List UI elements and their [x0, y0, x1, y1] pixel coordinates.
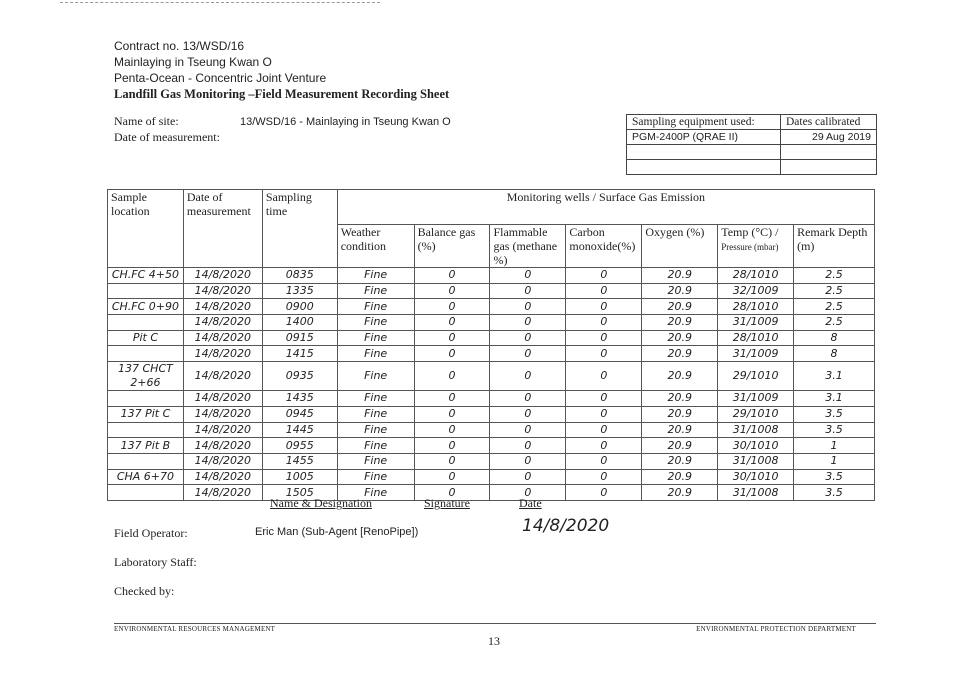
carbon-monoxide-cell: 0 [566, 453, 642, 469]
date-cell: 14/8/2020 [183, 391, 262, 407]
balance-gas-cell: 0 [414, 469, 490, 485]
time-cell: 1415 [262, 346, 337, 362]
table-row [108, 362, 875, 391]
checked-by-label: Checked by: [114, 584, 175, 598]
measurement-rows [108, 268, 875, 501]
oxygen-cell: 20.9 [642, 268, 718, 284]
oxygen-cell: 20.9 [642, 391, 718, 407]
balance-gas-cell: 0 [414, 453, 490, 469]
time-cell: 0945 [262, 406, 337, 422]
header-monitoring-group: Monitoring wells / Surface Gas Emission [337, 190, 874, 225]
sample-location-cell [108, 315, 184, 331]
oxygen-cell: 20.9 [642, 362, 718, 391]
temp-pressure-cell: 28/1010 [718, 268, 794, 284]
flammable-gas-cell: 0 [490, 268, 566, 284]
signoff-section [114, 496, 814, 606]
calibration-header: Dates calibrated [781, 115, 877, 130]
time-cell: 0955 [262, 438, 337, 454]
balance-gas-cell: 0 [414, 346, 490, 362]
balance-gas-cell: 0 [414, 268, 490, 284]
site-name-label: Name of site: [114, 114, 179, 128]
balance-gas-cell: 0 [414, 422, 490, 438]
sample-location-cell: 137 CHCT 2+66 [108, 362, 184, 391]
equipment-value: PGM-2400P (QRAE II) [627, 130, 781, 145]
contractor-name: Penta-Ocean - Concentric Joint Venture [114, 71, 327, 85]
date-cell: 14/8/2020 [183, 268, 262, 284]
carbon-monoxide-cell: 0 [566, 469, 642, 485]
footer-right: ENVIRONMENTAL PROTECTION DEPARTMENT [696, 625, 856, 633]
equipment-empty-cell [627, 160, 781, 175]
table-row [108, 268, 875, 284]
weather-cell: Fine [337, 362, 414, 391]
sheet-title: Landfill Gas Monitoring –Field Measurement Recording Sheet [114, 87, 450, 101]
remark-cell: 2.5 [794, 283, 875, 299]
calibration-empty-cell [781, 160, 877, 175]
remark-cell: 2.5 [794, 299, 875, 315]
flammable-gas-cell: 0 [490, 438, 566, 454]
sample-location-cell [108, 346, 184, 362]
remark-cell: 1 [794, 453, 875, 469]
balance-gas-cell: 0 [414, 299, 490, 315]
temp-pressure-cell: 31/1009 [718, 391, 794, 407]
laboratory-staff-label: Laboratory Staff: [114, 555, 197, 569]
table-row [108, 406, 875, 422]
flammable-gas-cell: 0 [490, 283, 566, 299]
carbon-monoxide-cell: 0 [566, 299, 642, 315]
sample-location-cell [108, 422, 184, 438]
carbon-monoxide-cell: 0 [566, 283, 642, 299]
measurement-date-label: Date of measurement: [114, 130, 220, 144]
balance-gas-cell: 0 [414, 438, 490, 454]
flammable-gas-cell: 0 [490, 299, 566, 315]
date-cell: 14/8/2020 [183, 469, 262, 485]
date-cell: 14/8/2020 [183, 315, 262, 331]
project-name: Mainlaying in Tseung Kwan O [114, 55, 272, 69]
remark-cell: 1 [794, 438, 875, 454]
header-balance-gas: Balance gas (%) [414, 225, 490, 268]
table-row [108, 453, 875, 469]
remark-cell: 3.1 [794, 362, 875, 391]
weather-cell: Fine [337, 330, 414, 346]
date-cell: 14/8/2020 [183, 422, 262, 438]
temp-pressure-cell: 31/1008 [718, 453, 794, 469]
date-cell: 14/8/2020 [183, 283, 262, 299]
carbon-monoxide-cell: 0 [566, 406, 642, 422]
date-cell: 14/8/2020 [183, 299, 262, 315]
temp-pressure-cell: 30/1010 [718, 469, 794, 485]
temp-pressure-cell: 28/1010 [718, 299, 794, 315]
carbon-monoxide-cell: 0 [566, 391, 642, 407]
flammable-gas-cell: 0 [490, 391, 566, 407]
field-operator-date: 14/8/2020 [522, 516, 610, 536]
table-row [108, 315, 875, 331]
remark-cell: 3.1 [794, 391, 875, 407]
oxygen-cell: 20.9 [642, 469, 718, 485]
balance-gas-cell: 0 [414, 330, 490, 346]
field-operator-name: Eric Man (Sub-Agent [RenoPipe]) [255, 526, 419, 538]
oxygen-cell: 20.9 [642, 485, 718, 501]
header-time: Sampling time [262, 190, 337, 268]
table-row [108, 283, 875, 299]
sample-location-cell: 137 Pit B [108, 438, 184, 454]
page-number: 13 [488, 634, 500, 648]
remark-cell: 2.5 [794, 315, 875, 331]
header-temp: Temp (°C) / [721, 225, 779, 239]
time-cell: 1335 [262, 283, 337, 299]
carbon-monoxide-cell: 0 [566, 315, 642, 331]
date-cell: 14/8/2020 [183, 362, 262, 391]
weather-cell: Fine [337, 453, 414, 469]
temp-pressure-cell: 31/1009 [718, 346, 794, 362]
oxygen-cell: 20.9 [642, 330, 718, 346]
balance-gas-cell: 0 [414, 485, 490, 501]
weather-cell: Fine [337, 283, 414, 299]
equipment-header: Sampling equipment used: [627, 115, 781, 130]
signature-header: Signature [424, 496, 470, 510]
header-sample-location: Sample location [108, 190, 184, 268]
table-row [108, 330, 875, 346]
carbon-monoxide-cell: 0 [566, 346, 642, 362]
flammable-gas-cell: 0 [490, 330, 566, 346]
time-cell: 1505 [262, 485, 337, 501]
time-cell: 1400 [262, 315, 337, 331]
header-pressure: Pressure (mbar) [721, 242, 779, 252]
remark-cell: 3.5 [794, 406, 875, 422]
sample-location-cell [108, 283, 184, 299]
equipment-table [626, 114, 877, 175]
temp-pressure-cell: 31/1009 [718, 315, 794, 331]
weather-cell: Fine [337, 485, 414, 501]
date-cell: 14/8/2020 [183, 346, 262, 362]
field-operator-label: Field Operator: [114, 526, 188, 540]
carbon-monoxide-cell: 0 [566, 438, 642, 454]
sample-location-cell: Pit C [108, 330, 184, 346]
temp-pressure-cell: 31/1008 [718, 422, 794, 438]
oxygen-cell: 20.9 [642, 299, 718, 315]
balance-gas-cell: 0 [414, 283, 490, 299]
footer-left: ENVIRONMENTAL RESOURCES MANAGEMENT [114, 625, 276, 633]
time-cell: 0835 [262, 268, 337, 284]
date-cell: 14/8/2020 [183, 453, 262, 469]
date-cell: 14/8/2020 [183, 485, 262, 501]
weather-cell: Fine [337, 315, 414, 331]
date-header: Date [519, 496, 542, 510]
flammable-gas-cell: 0 [490, 453, 566, 469]
oxygen-cell: 20.9 [642, 453, 718, 469]
flammable-gas-cell: 0 [490, 406, 566, 422]
table-row [108, 391, 875, 407]
calibration-empty-cell [781, 145, 877, 160]
site-info [114, 114, 451, 145]
header-oxygen: Oxygen (%) [642, 225, 718, 268]
time-cell: 1445 [262, 422, 337, 438]
contract-number: Contract no. 13/WSD/16 [114, 39, 245, 53]
flammable-gas-cell: 0 [490, 485, 566, 501]
table-row [108, 422, 875, 438]
name-designation-header: Name & Designation [270, 496, 372, 510]
oxygen-cell: 20.9 [642, 438, 718, 454]
document-header [114, 38, 449, 102]
carbon-monoxide-cell: 0 [566, 485, 642, 501]
carbon-monoxide-cell: 0 [566, 422, 642, 438]
weather-cell: Fine [337, 268, 414, 284]
time-cell: 1005 [262, 469, 337, 485]
carbon-monoxide-cell: 0 [566, 268, 642, 284]
sample-location-cell: CHA 6+70 [108, 469, 184, 485]
time-cell: 0900 [262, 299, 337, 315]
header-flammable-gas: Flammable gas (methane %) [490, 225, 566, 268]
sample-location-cell: CH.FC 0+90 [108, 299, 184, 315]
carbon-monoxide-cell: 0 [566, 330, 642, 346]
date-cell: 14/8/2020 [183, 330, 262, 346]
remark-cell: 3.5 [794, 469, 875, 485]
header-carbon-monoxide: Carbon monoxide(%) [566, 225, 642, 268]
temp-pressure-cell: 29/1010 [718, 406, 794, 422]
remark-cell: 8 [794, 346, 875, 362]
header-remark: Remark Depth (m) [794, 225, 875, 268]
temp-pressure-cell: 28/1010 [718, 330, 794, 346]
temp-pressure-cell: 32/1009 [718, 283, 794, 299]
temp-pressure-cell: 31/1008 [718, 485, 794, 501]
remark-cell: 3.5 [794, 422, 875, 438]
weather-cell: Fine [337, 469, 414, 485]
flammable-gas-cell: 0 [490, 362, 566, 391]
table-row [108, 299, 875, 315]
flammable-gas-cell: 0 [490, 346, 566, 362]
weather-cell: Fine [337, 391, 414, 407]
oxygen-cell: 20.9 [642, 422, 718, 438]
weather-cell: Fine [337, 438, 414, 454]
oxygen-cell: 20.9 [642, 406, 718, 422]
header-temp-pressure [718, 225, 794, 268]
site-name-value: 13/WSD/16 - Mainlaying in Tseung Kwan O [240, 116, 451, 128]
table-row [108, 469, 875, 485]
measurement-table [107, 189, 875, 501]
table-row [108, 438, 875, 454]
weather-cell: Fine [337, 299, 414, 315]
balance-gas-cell: 0 [414, 406, 490, 422]
sample-location-cell [108, 453, 184, 469]
time-cell: 1435 [262, 391, 337, 407]
temp-pressure-cell: 30/1010 [718, 438, 794, 454]
flammable-gas-cell: 0 [490, 469, 566, 485]
time-cell: 0935 [262, 362, 337, 391]
scan-artifact-line [60, 2, 380, 3]
balance-gas-cell: 0 [414, 315, 490, 331]
carbon-monoxide-cell: 0 [566, 362, 642, 391]
sample-location-cell: 137 Pit C [108, 406, 184, 422]
remark-cell: 2.5 [794, 268, 875, 284]
date-cell: 14/8/2020 [183, 438, 262, 454]
table-row [108, 346, 875, 362]
balance-gas-cell: 0 [414, 391, 490, 407]
date-cell: 14/8/2020 [183, 406, 262, 422]
oxygen-cell: 20.9 [642, 283, 718, 299]
oxygen-cell: 20.9 [642, 315, 718, 331]
sample-location-cell: CH.FC 4+50 [108, 268, 184, 284]
remark-cell: 8 [794, 330, 875, 346]
temp-pressure-cell: 29/1010 [718, 362, 794, 391]
header-weather: Weather condition [337, 225, 414, 268]
weather-cell: Fine [337, 422, 414, 438]
remark-cell: 3.5 [794, 485, 875, 501]
header-date: Date of measurement [183, 190, 262, 268]
time-cell: 0915 [262, 330, 337, 346]
calibration-value: 29 Aug 2019 [781, 130, 877, 145]
balance-gas-cell: 0 [414, 362, 490, 391]
time-cell: 1455 [262, 453, 337, 469]
flammable-gas-cell: 0 [490, 422, 566, 438]
sample-location-cell [108, 391, 184, 407]
oxygen-cell: 20.9 [642, 346, 718, 362]
flammable-gas-cell: 0 [490, 315, 566, 331]
weather-cell: Fine [337, 406, 414, 422]
page-footer [114, 623, 876, 633]
weather-cell: Fine [337, 346, 414, 362]
equipment-empty-cell [627, 145, 781, 160]
